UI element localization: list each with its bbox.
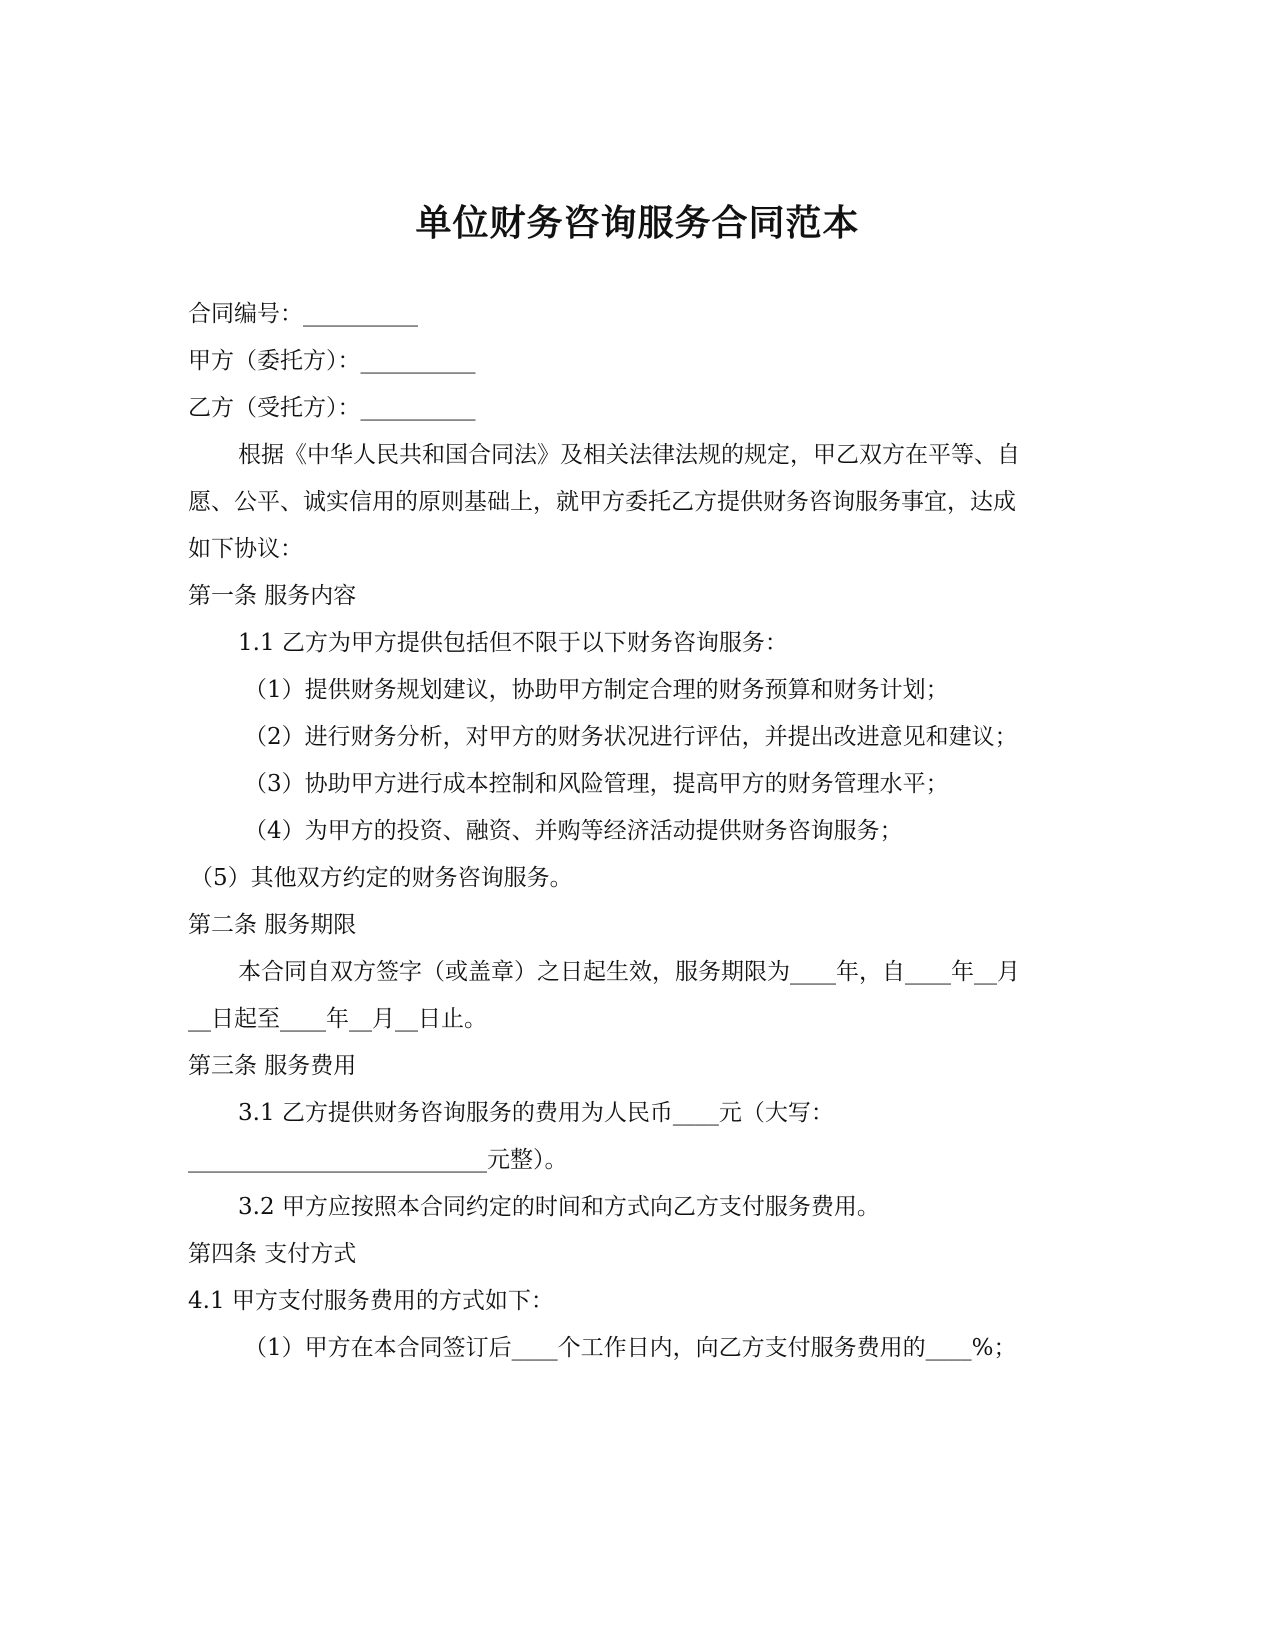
intro-line-3: 如下协议：	[188, 536, 303, 562]
article-2-heading: 第二条 服务期限	[188, 912, 357, 938]
clause-3-2: 3.2 甲方应按照本合同约定的时间和方式向乙方支付服务费用。	[238, 1194, 880, 1220]
article-2-text-2: __日起至____年__月__日止。	[188, 1006, 487, 1032]
intro-line-1: 根据《中华人民共和国合同法》及相关法律法规的规定，甲乙双方在平等、自	[238, 442, 1020, 468]
clause-1-1: 1.1 乙方为甲方提供包括但不限于以下财务咨询服务：	[238, 630, 788, 656]
intro-line-2: 愿、公平、诚实信用的原则基础上，就甲方委托乙方提供财务咨询服务事宜，达成	[188, 489, 1016, 515]
clause-4-1: 4.1 甲方支付服务费用的方式如下：	[188, 1288, 554, 1314]
clause-3-1-line-1: 3.1 乙方提供财务咨询服务的费用为人民币____元（大写：	[238, 1100, 834, 1126]
article-4-item-1: （1）甲方在本合同签订后____个工作日内，向乙方支付服务费用的____%；	[244, 1335, 1017, 1361]
article-1-item-2: （2）进行财务分析，对甲方的财务状况进行评估，并提出改进意见和建议；	[244, 724, 1018, 750]
article-1-item-1: （1）提供财务规划建议，协助甲方制定合理的财务预算和财务计划；	[244, 677, 949, 703]
article-4-heading: 第四条 支付方式	[188, 1241, 357, 1267]
article-1-item-5: （5）其他双方约定的财务咨询服务。	[190, 865, 573, 891]
article-3-heading: 第三条 服务费用	[188, 1053, 357, 1079]
clause-3-1-line-2: __________________________元整）。	[188, 1147, 568, 1173]
party-a-line: 甲方（委托方）：__________	[188, 348, 476, 374]
contract-number-line: 合同编号：__________	[188, 301, 418, 327]
article-1-item-3: （3）协助甲方进行成本控制和风险管理，提高甲方的财务管理水平；	[244, 771, 949, 797]
article-2-text-1: 本合同自双方签字（或盖章）之日起生效，服务期限为____年，自____年__月	[238, 959, 1020, 985]
article-1-heading: 第一条 服务内容	[188, 583, 357, 609]
article-1-item-4: （4）为甲方的投资、融资、并购等经济活动提供财务咨询服务；	[244, 818, 903, 844]
party-b-line: 乙方（受托方）：__________	[188, 395, 476, 421]
document-title: 单位财务咨询服务合同范本	[415, 202, 860, 244]
